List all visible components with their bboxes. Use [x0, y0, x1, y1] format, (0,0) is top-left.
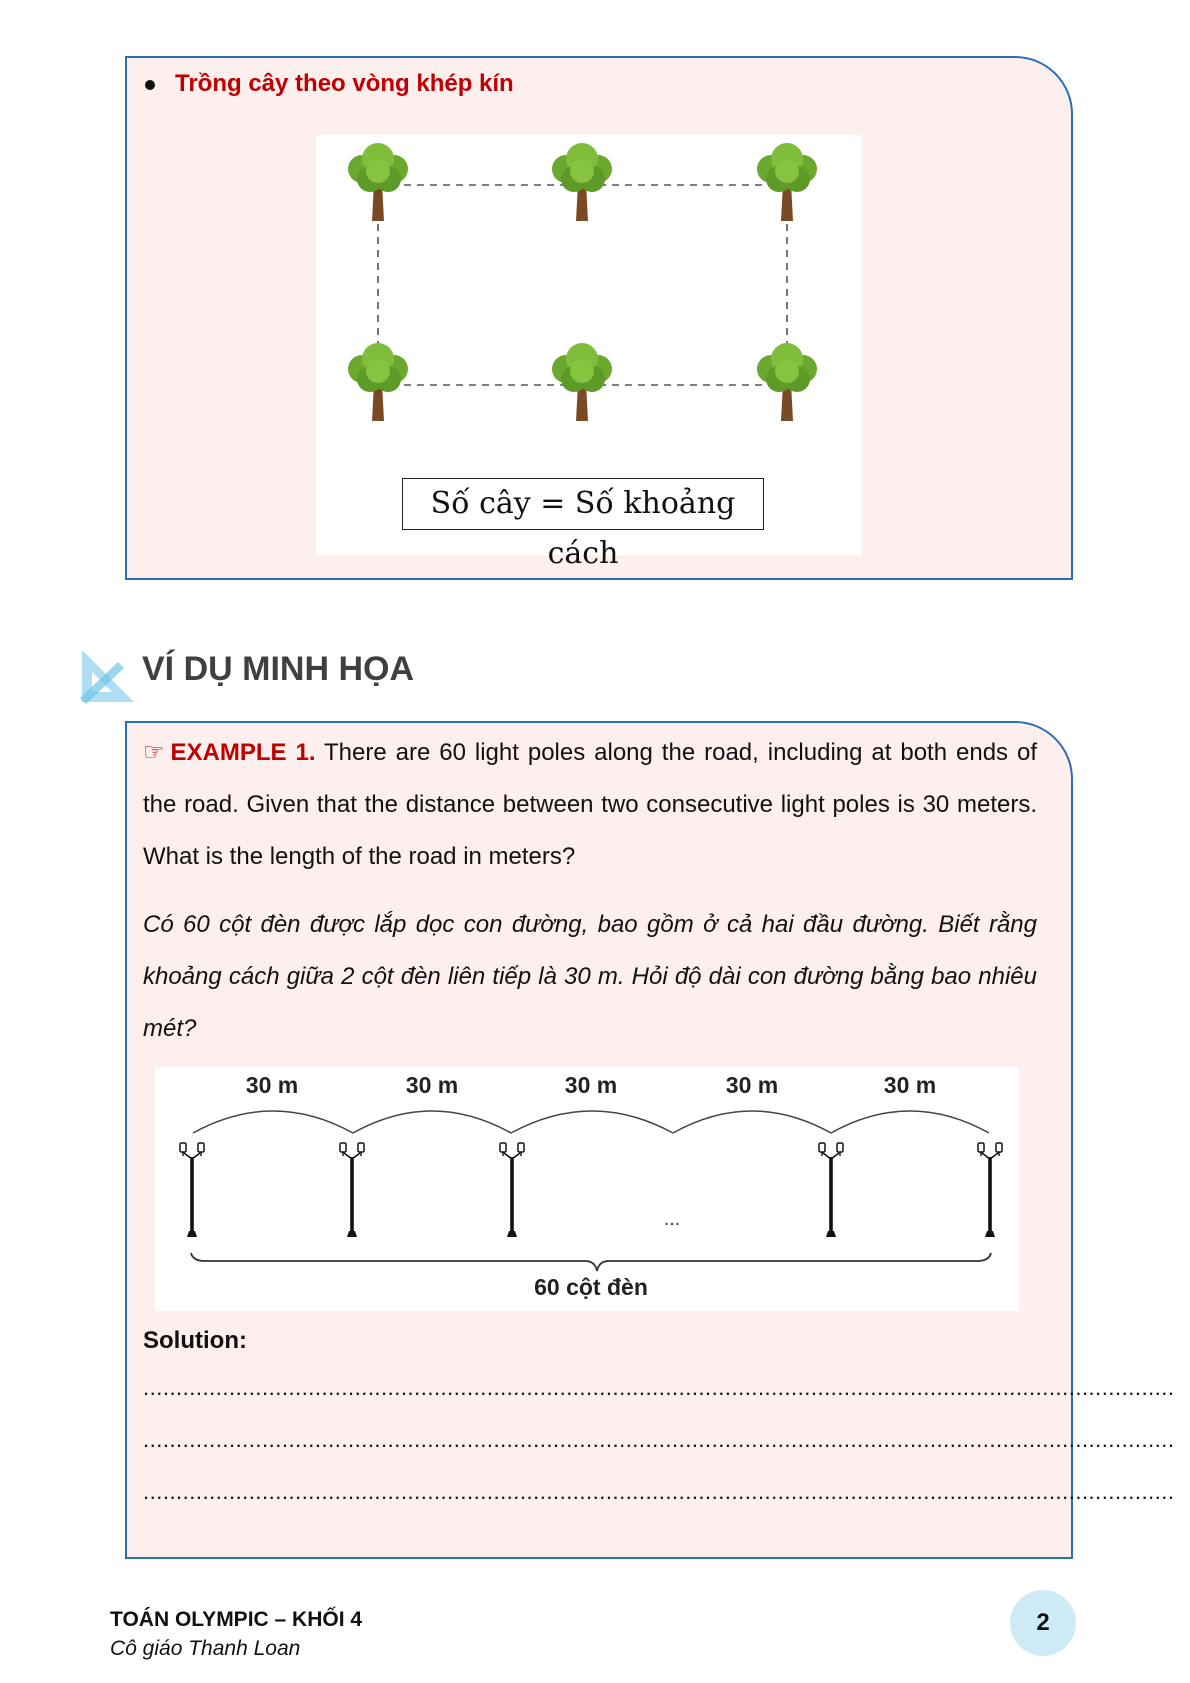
formula-box: Số cây = Số khoảng cách — [402, 478, 764, 530]
light-pole-icon — [500, 1143, 524, 1237]
solution-line: ............................................................................................................................................................ — [143, 1427, 1175, 1452]
example-box — [125, 721, 1175, 1559]
example-vietnamese: Có 60 cột đèn được lắp dọc con đường, bao gồm ở cả hai đầu đường. Biết rằng khoảng cách giữa 2 cột đèn liên tiếp là 30 m. Hỏi độ dài con đường bằng bao nhiêu mét? — [143, 911, 1037, 1042]
tree-loop-figure — [316, 135, 862, 571]
bullet-heading-text: Trồng cây theo vòng khép kín — [175, 70, 514, 97]
solution-label: Solution: — [143, 1327, 247, 1354]
tree-icon — [552, 343, 612, 421]
tree-icon — [348, 143, 408, 221]
solution-line: ............................................................................................................................................................ — [143, 1479, 1175, 1504]
total-label: 60 cột đèn — [534, 1274, 648, 1300]
ellipsis: ... — [663, 1208, 681, 1230]
light-pole-icon — [819, 1143, 843, 1237]
light-pole-diagram — [155, 1067, 1019, 1311]
tree-icon — [348, 343, 408, 421]
bullet-heading — [175, 70, 514, 98]
light-pole-icon — [340, 1143, 364, 1237]
footer-author: Cô giáo Thanh Loan — [110, 1637, 301, 1660]
light-pole-icon — [978, 1143, 1002, 1237]
tree-icon — [552, 143, 612, 221]
gap-label: 30 m — [564, 1072, 618, 1098]
bullet-dot — [145, 80, 155, 90]
example-english-text: There are 60 light poles along the road, including at both ends of the road. Given that the distance between two consecutive light poles is 30 meters. What is the length of the road in meters? — [143, 739, 1038, 870]
gap-label: 30 m — [883, 1072, 937, 1098]
set-square-icon — [78, 648, 136, 704]
example-english — [143, 727, 1037, 883]
solution-line: ............................................................................................................................................................ — [143, 1375, 1175, 1400]
example-label: EXAMPLE 1. — [170, 739, 316, 766]
info-box-closed-loop — [125, 56, 1073, 580]
pointing-hand-icon: ☞ — [143, 739, 165, 766]
gap-label: 30 m — [405, 1072, 459, 1098]
tree-icon — [757, 343, 817, 421]
gap-label: 30 m — [245, 1072, 299, 1098]
gap-label: 30 m — [725, 1072, 779, 1098]
tree-icon — [757, 143, 817, 221]
light-pole-figure — [155, 1067, 1019, 1311]
section-title: VÍ DỤ MINH HỌA — [142, 650, 414, 688]
page-number: 2 — [1010, 1590, 1076, 1656]
gap-arcs — [193, 1111, 989, 1133]
total-brace — [191, 1253, 991, 1271]
footer-title: TOÁN OLYMPIC – KHỐI 4 — [110, 1608, 363, 1631]
light-pole-icon — [180, 1143, 204, 1237]
